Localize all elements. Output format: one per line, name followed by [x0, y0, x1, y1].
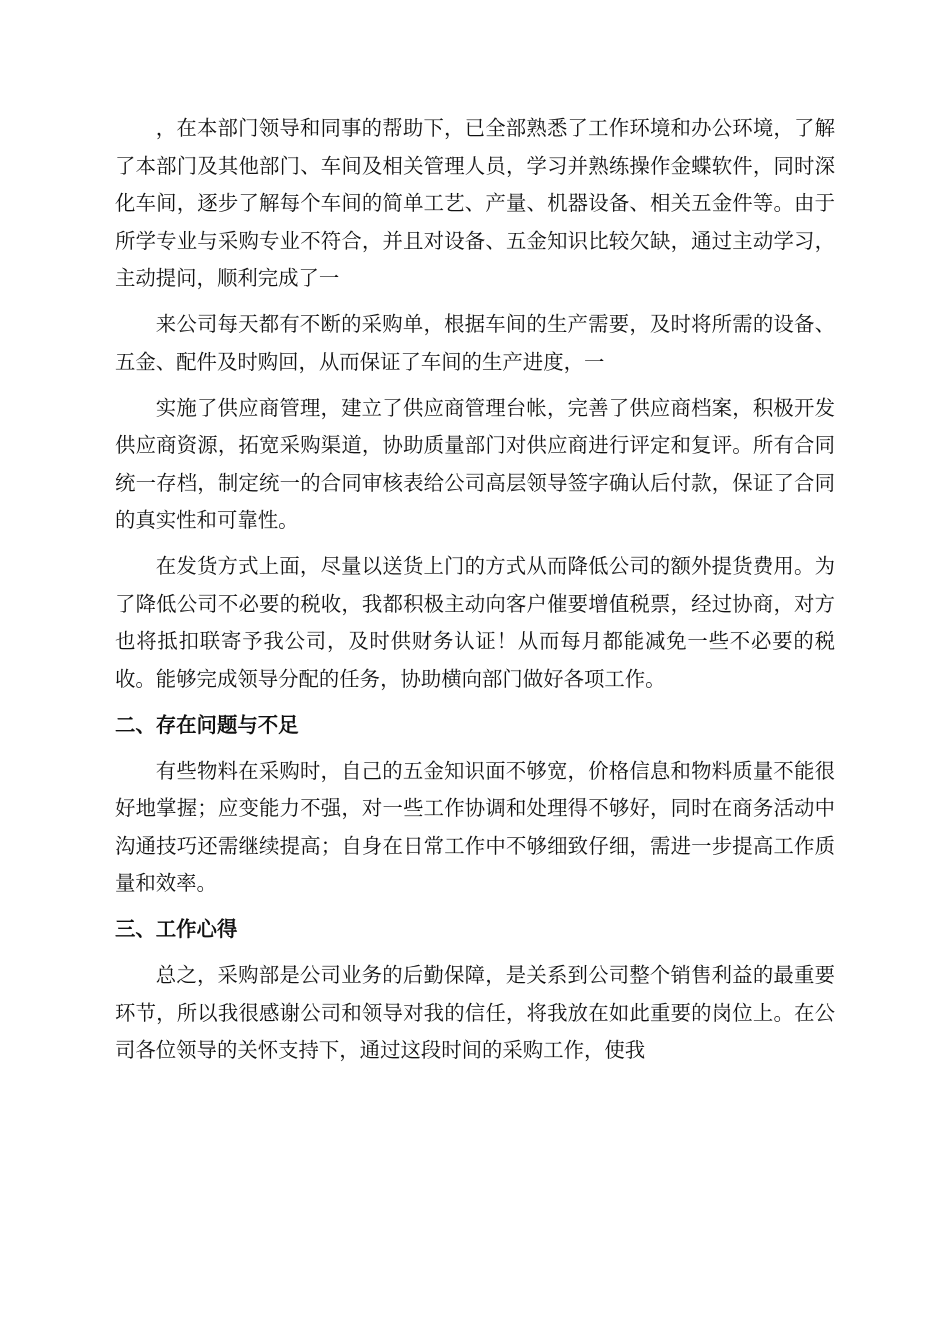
paragraph-familiarization: ，在本部门领导和同事的帮助下，已全部熟悉了工作环境和办公环境，了解了本部门及其他部门、车间及相关管理人员，学习并熟练操作金蝶软件，同时深化车间，逐步了解每个车间的简单工艺、产量、机器设备、相关五金件等。由于所学专业与采购专业不符合，并且对设备、五金知识比较欠缺，通过主动学习，主动提问，顺利完成了一: [115, 116, 835, 290]
paragraph-delivery-tax: 在发货方式上面，尽量以送货上门的方式从而降低公司的额外提货费用。为了降低公司不必要的税收，我都积极主动向客户催要增值税票，经过协商，对方也将抵扣联寄予我公司，及时供财务认证！从而每月都能减免一些不必要的税收。能够完成领导分配的任务，协助横向部门做好各项工作。: [115, 554, 835, 691]
paragraph-problems: 有些物料在采购时，自己的五金知识面不够宽，价格信息和物料质量不能很好地掌握；应变能力不强，对一些工作协调和处理得不够好，同时在商务活动中沟通技巧还需继续提高；自身在日常工作中不够细致仔细，需进一步提高工作质量和效率。: [115, 758, 835, 895]
paragraph-purchase-orders: 来公司每天都有不断的采购单，根据车间的生产需要，及时将所需的设备、五金、配件及时购回，从而保证了车间的生产进度，一: [115, 312, 835, 374]
heading-experience: 三、工作心得: [115, 917, 238, 941]
heading-problems: 二、存在问题与不足: [115, 712, 299, 737]
paragraph-experience: 总之，采购部是公司业务的后勤保障，是关系到公司整个销售利益的最重要环节，所以我很感谢公司和领导对我的信任，将我放在如此重要的岗位上。在公司各位领导的关怀支持下，通过这段时间的采购工作，使我: [115, 963, 835, 1062]
paragraph-supplier-management: 实施了供应商管理，建立了供应商管理台帐，完善了供应商档案，积极开发供应商资源，拓宽采购渠道，协助质量部门对供应商进行评定和复评。所有合同统一存档，制定统一的合同审核表给公司高层领导签字确认后付款，保证了合同的真实性和可靠性。: [115, 395, 835, 532]
document-page: [115, 110, 835, 1078]
